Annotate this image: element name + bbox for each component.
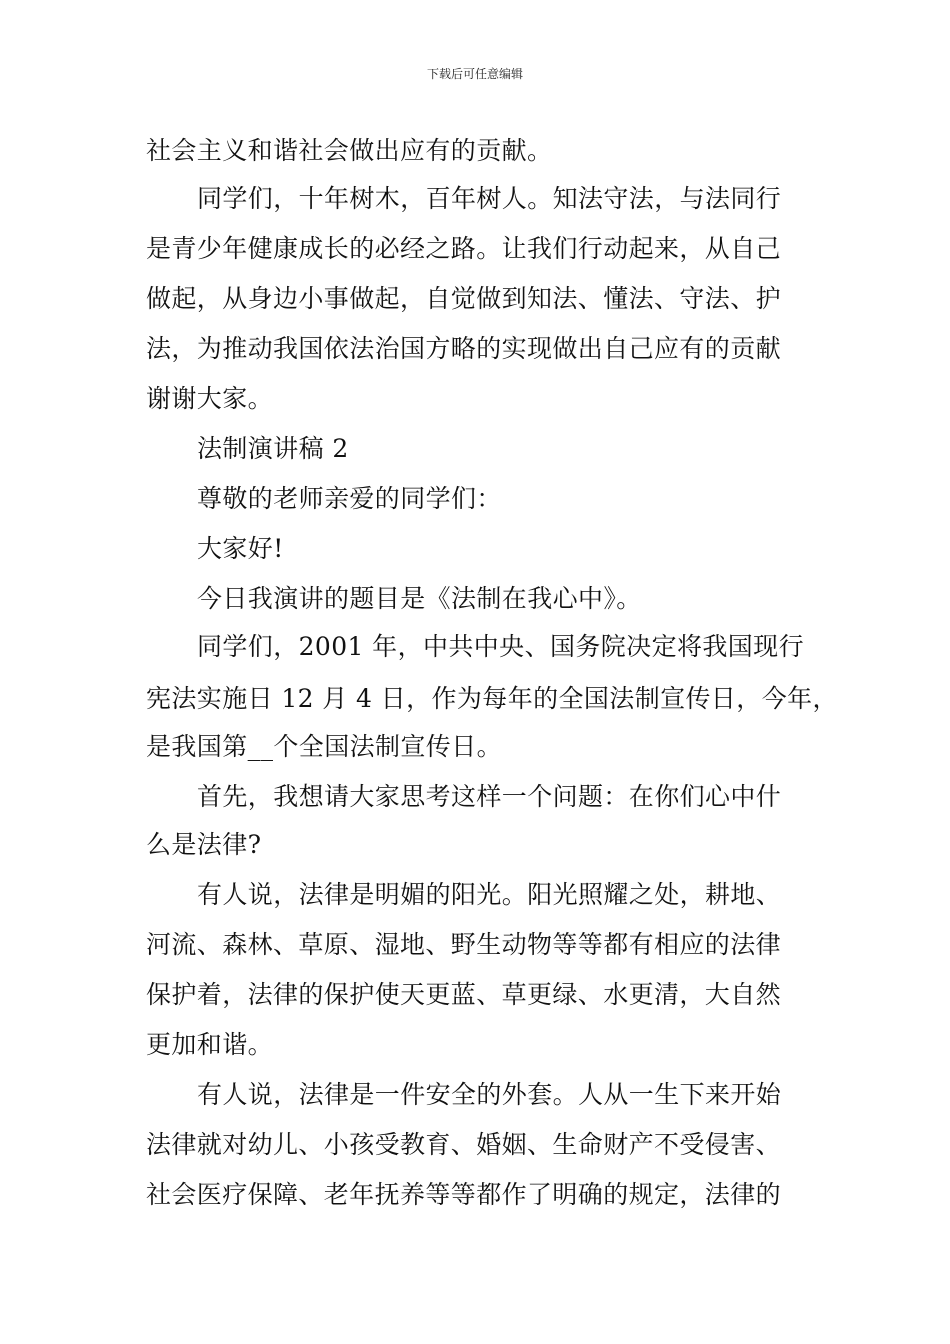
paragraph-start: 首先，我想请大家思考这样一个问题：在你们心中什 — [197, 782, 782, 811]
text-line: 做起，从身边小事做起，自觉做到知法、懂法、守法、护 — [146, 284, 782, 313]
paragraph-start: 同学们，2001 年，中共中央、国务院决定将我国现行 — [197, 632, 804, 661]
text-line: 社会主义和谐社会做出应有的贡献。 — [146, 136, 553, 165]
paragraph-start: 今日我演讲的题目是《法制在我心中》。 — [197, 584, 642, 613]
paragraph-start: 同学们，十年树木，百年树人。知法守法，与法同行 — [197, 184, 782, 213]
greeting: 大家好! — [197, 534, 284, 563]
text-line: 保护着，法律的保护使天更蓝、草更绿、水更清，大自然 — [146, 980, 782, 1009]
text-line: 是我国第__个全国法制宣传日。 — [146, 732, 503, 761]
paragraph-start: 有人说，法律是明媚的阳光。阳光照耀之处，耕地、 — [197, 880, 782, 909]
paragraph-start: 有人说，法律是一件安全的外套。人从一生下来开始 — [197, 1080, 782, 1109]
text-line: 宪法实施日 12 月 4 日，作为每年的全国法制宣传日，今年， — [146, 684, 838, 713]
text-line: 更加和谐。 — [146, 1030, 274, 1059]
text-line: 法律就对幼儿、小孩受教育、婚姻、生命财产不受侵害、 — [146, 1130, 782, 1159]
salutation: 尊敬的老师亲爱的同学们： — [197, 484, 502, 513]
text-line: 谢谢大家。 — [146, 384, 274, 413]
text-line: 法，为推动我国依法治国方略的实现做出自己应有的贡献 — [146, 334, 782, 363]
text-line: 是青少年健康成长的必经之路。让我们行动起来，从自己 — [146, 234, 782, 263]
text-line: 么是法律? — [146, 830, 262, 859]
section-title: 法制演讲稿 2 — [197, 434, 349, 463]
text-line: 河流、森林、草原、湿地、野生动物等等都有相应的法律 — [146, 930, 782, 959]
text-line: 社会医疗保障、老年抚养等等都作了明确的规定，法律的 — [146, 1180, 782, 1209]
page-header: 下载后可任意编辑 — [426, 67, 523, 81]
